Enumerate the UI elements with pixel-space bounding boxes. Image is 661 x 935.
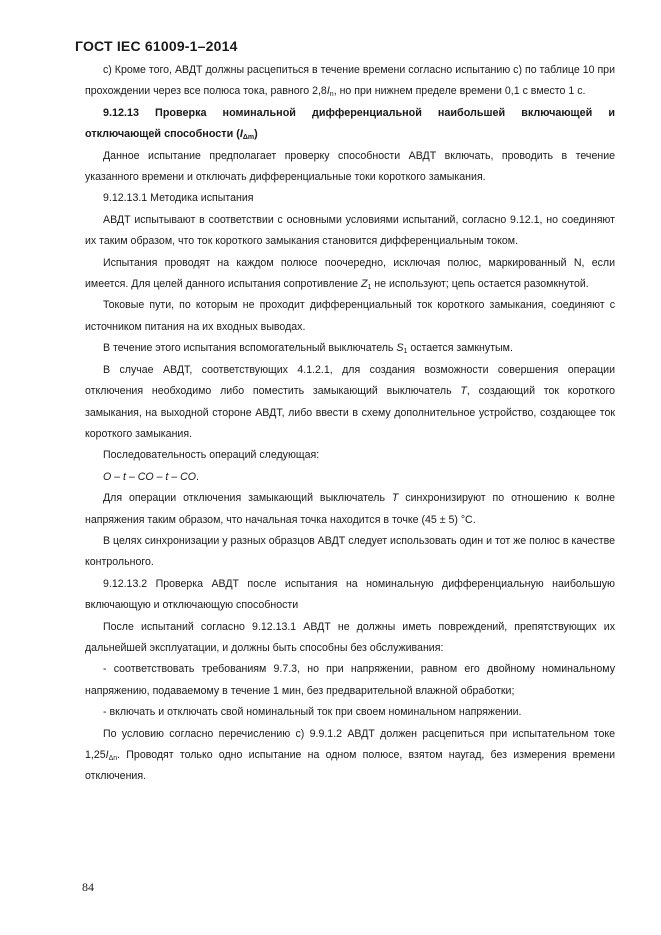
list-item-dielectric: - соответствовать требованиям 9.7.3, но при напряжении, равном его двойному номинальному напряжению, подаваемому в течение 1 мин, без предварительной влажной обработки; bbox=[85, 663, 615, 697]
paragraph-auxiliary-switch: В течение этого испытания вспомогательный выключатель $S_1$ остается замкнутым. bbox=[103, 342, 513, 356]
paragraph-reference-pole: В целях синхронизации у разных образцов АВДТ следует использовать один и тот же полюс в качестве контрольного. bbox=[85, 534, 615, 569]
operation-sequence: O – t – CO – t – CO. bbox=[103, 470, 199, 483]
paragraph-current-paths: Токовые пути, по которым не проходит дифференциальный ток короткого замыкания, соединяют с источником питания на их входных выводах. bbox=[85, 299, 615, 333]
paragraph-c-clause: c) Кроме того, АВДТ должны расцепиться в течение времени согласно испытанию c) по таблице 10 при прохождении через все полюса тока, равного $2,8I_n$, но при нижнем пределе времени 0,1 с вместо 1 с. bbox=[85, 64, 615, 99]
standard-code-header: ГОСТ IEC 61009-1–2014 bbox=[75, 38, 238, 54]
paragraph-each-pole: Испытания проводят на каждом полюсе поочередно, исключая полюс, маркированный N, если имеется. Для целей данного испытания сопротивление $Z_1$ не используют; цепь остается разомкнутой. bbox=[85, 256, 615, 292]
paragraph-making-switch: В случае АВДТ, соответствующих 4.1.2.1, для создания возможности совершения операции отключения необходимо либо поместить замыкающий выключатель T, создающий ток короткого замыкания, на выходной стороне АВДТ, либо ввести в схему дополнительное устройство, создающее ток короткого замыкания. bbox=[85, 363, 616, 440]
paragraph-after-tests: После испытаний согласно 9.12.13.1 АВДТ не должны иметь повреждений, препятствующих их дальнейшей эксплуатации, и должны быть способны без обслуживания: bbox=[85, 620, 615, 654]
paragraph-synchronization: Для операции отключения замыкающий выключатель T синхронизируют по отношению к волне напряжения таким образом, что начальная точка находится в точке (45 ± 5) °С. bbox=[85, 492, 615, 526]
subsection-title-9-12-13-1: 9.12.13.1 Методика испытания bbox=[103, 192, 254, 205]
paragraph-trip-test: По условию согласно перечислению c) 9.9.1.2 АВДТ должен расцепиться при испытательном токе $1,25I_{\Delta n}$. Проводят только одно испытание на одном полюсе, взятом наугад, без измерения времени отключения. bbox=[85, 727, 615, 783]
document-body bbox=[85, 60, 615, 788]
paragraph-test-purpose: Данное испытание предполагает проверку способности АВДТ включать, проводить в течение указанного времени и отключать дифференциальные токи короткого замыкания. bbox=[85, 149, 615, 184]
page-number: 84 bbox=[82, 880, 94, 894]
paragraph-sequence-intro: Последовательность операций следующая: bbox=[103, 449, 320, 462]
subsection-title-9-12-13-2: 9.12.13.2 Проверка АВДТ после испытания на номинальную дифференциальную наибольшую включающую и отключающую способности bbox=[85, 577, 615, 612]
paragraph-test-conditions: АВДТ испытывают в соответствии с основными условиями испытаний, согласно 9.12.1, но соединяют их таким образом, что ток короткого замыкания становится дифференциальным током. bbox=[85, 213, 615, 248]
list-item-make-break: - включать и отключать свой номинальный ток при своем номинальном напряжении. bbox=[103, 706, 522, 719]
section-heading-9-12-13: 9.12.13 Проверка номинальной дифференциальной наибольшей включающей и отключающей способности $(I_{\Delta m})$ bbox=[85, 106, 615, 142]
